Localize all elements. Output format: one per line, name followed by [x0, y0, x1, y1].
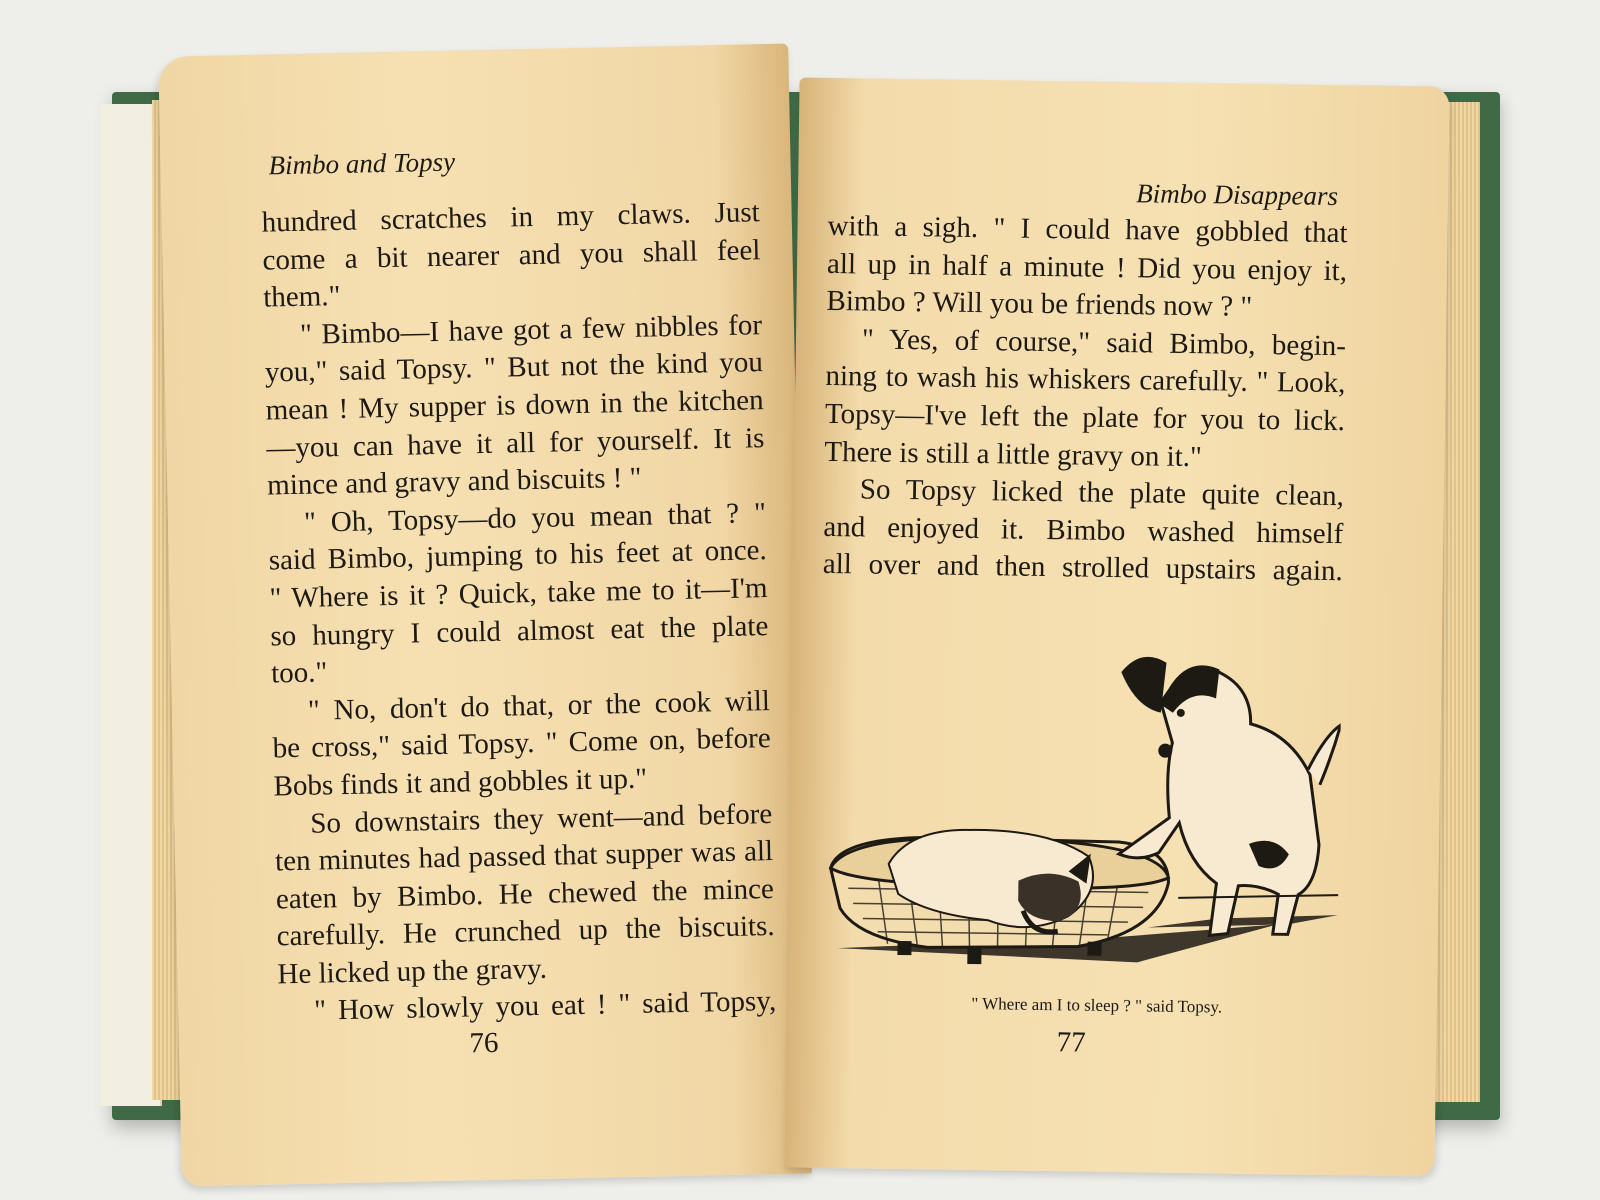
text-line: —you can have it all for yourself. It is — [266, 421, 765, 465]
basket-foot — [967, 946, 981, 964]
text-line: them." — [262, 280, 341, 314]
text-line: too." — [270, 656, 328, 690]
left-page — [158, 44, 812, 1187]
basket-foot — [1087, 942, 1101, 956]
text-line: be cross," said Topsy. " Come on, before — [272, 722, 771, 765]
running-head: Bimbo and Topsy — [268, 146, 456, 181]
text-line: with a sigh. " I could have gobbled that — [827, 209, 1348, 250]
page-number: 76 — [469, 1026, 499, 1060]
text-line: So Topsy licked the plate quite clean, — [859, 473, 1345, 513]
page-text — [261, 194, 776, 1031]
text-line: mince and gravy and biscuits ! " — [266, 461, 642, 502]
running-head: Bimbo Disappears — [1136, 178, 1339, 212]
text-line: " Yes, of course," said Bimbo, begin- — [861, 323, 1347, 362]
page-text — [823, 208, 1348, 591]
text-line: all up in half a minute ! Did you enjoy it, — [826, 247, 1348, 287]
text-line: mean ! My supper is down in the kitchen — [265, 384, 764, 427]
dog-ear — [1121, 656, 1167, 712]
text-line: " Bimbo—I have got a few nibbles for — [299, 308, 763, 351]
text-line: so hungry I could almost eat the plate — [270, 609, 769, 653]
text-line: So downstairs they went—and before — [309, 797, 773, 840]
text-line: and enjoyed it. Bimbo washed himself — [823, 510, 1344, 550]
illustration-caption: " Where am I to sleep ? " said Topsy. — [971, 994, 1223, 1017]
dog-tail — [1308, 725, 1341, 785]
right-page — [784, 78, 1449, 1177]
text-line: Topsy—I've left the plate for you to lick. — [824, 397, 1346, 438]
dog-and-cat-illustration — [817, 588, 1343, 995]
text-line: carefully. He crunched up the biscuits. — [276, 910, 775, 953]
text-line: He licked up the gravy. — [277, 952, 548, 991]
text-line: come a bit nearer and you shall feel — [262, 233, 761, 277]
text-line: There is still a little gravy on it." — [824, 435, 1203, 473]
text-line: " Oh, Topsy—do you mean that ? " — [303, 496, 767, 539]
basket-foot — [897, 941, 911, 955]
text-line: all over and then strolled upstairs again. — [822, 548, 1344, 588]
text-line: hundred scratches in my claws. Just — [261, 196, 760, 239]
text-line: " No, don't do that, or the cook will — [307, 684, 771, 727]
text-line: said Bimbo, jumping to his feet at once. — [268, 534, 768, 577]
text-line: ten minutes had passed that supper was all — [274, 835, 774, 878]
text-line: " Where is it ? Quick, take me to it—I'm — [269, 572, 768, 615]
text-line: Bimbo ? Will you be friends now ? " — [826, 285, 1253, 324]
page-number: 77 — [1056, 1026, 1086, 1059]
text-line: you," said Topsy. " But not the kind you — [264, 346, 764, 389]
text-line: Bobs finds it and gobbles it up." — [273, 762, 648, 803]
text-line: eaten by Bimbo. He chewed the mince — [275, 872, 775, 916]
floor-line — [1178, 893, 1338, 900]
text-line: ning to wash his whiskers carefully. " Look, — [825, 360, 1346, 400]
text-line: " How slowly you eat ! " said Topsy, — [313, 985, 777, 1028]
